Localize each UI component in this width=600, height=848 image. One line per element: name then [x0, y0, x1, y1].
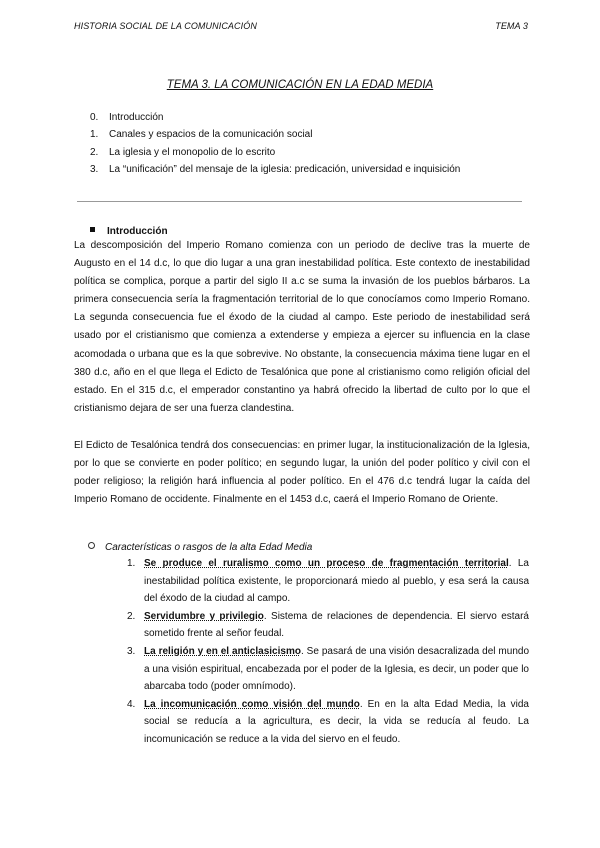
toc-item [90, 144, 460, 161]
list-item-key-term: La incomunicación como visión del mundo [144, 698, 360, 710]
list-item [127, 643, 529, 696]
document-title: TEMA 3. LA COMUNICACIÓN EN LA EDAD MEDIA [166, 79, 434, 91]
intro-paragraph-2: El Edicto de Tesalónica tendrá dos consecuencias: en primer lugar, la institucionalización de la Iglesia, por lo que se convierte en poder político; en segundo lugar, la unión del poder político y civil con el poder religioso; la religión hará influencia al poder político. En el 476 d.c tendrá lugar la caída del Imperio Romano de occidente. Finalmente en el 1453 d.c, caerá el Imperio Romano de Oriente. [74, 440, 530, 506]
list-item-number: 2. [127, 610, 136, 622]
list-item [127, 608, 529, 643]
section-heading [90, 226, 168, 237]
horizontal-divider [77, 201, 522, 202]
toc-item-text: La “unificación” del mensaje de la iglesia: predicación, universidad e inquisición [109, 163, 461, 175]
list-item-number: 3. [127, 645, 136, 657]
intro-paragraph-1: La descomposición del Imperio Romano comienza con un periodo de declive tras la muerte de Augusto en el 14 d.c, lo que dio lugar a una gran inestabilidad política. Este contexto de inestabilidad política se complica, porque a partir del siglo II a.c se suma la invasión de los pueblos bárbaros. La primera consecuencia sería la fragmentación territorial de lo que conocíamos como Imperio Romano. La segunda consecuencia fue el éxodo de la ciudad al campo. Este periodo de inestabilidad será usado por el cristianismo que comienza a extenderse y empieza a ejercer su influencia en la clase acomodada o urbana que es la que sobrevive. No obstante, la consecuencia máxima tiene lugar en el 380 d.c, año en el que llega el Edicto de Tesalónica que pone al cristianismo como religión oficial del estado. En el 315 d.c, el emperador constantino ya habrá ofrecido la libertad de culto por lo que el cristianismo dejara de ser una fuerza clandestina. [74, 240, 530, 414]
toc-item [90, 161, 460, 178]
header-course-title: HISTORIA SOCIAL DE LA COMUNICACIÓN [74, 21, 257, 31]
list-item-key-term: La religión y en el anticlasicismo [144, 645, 301, 657]
header-topic-number: TEMA 3 [495, 21, 528, 31]
square-bullet-icon [90, 227, 95, 232]
list-item-key-term: Se produce el ruralismo como un proceso de fragmentación territorial [144, 558, 509, 569]
table-of-contents [90, 109, 460, 178]
toc-item-number: 3. [90, 163, 99, 175]
section-heading-text: Introducción [107, 226, 168, 237]
toc-item-number: 0. [90, 112, 99, 123]
toc-item-text: Canales y espacios de la comunicación social [109, 129, 313, 141]
list-item-number: 4. [127, 698, 136, 710]
list-item-text: . En en la alta Edad Media, la vida social se reducía a la agricultura, es decir, la vida se reducía al feudo. La incomunicación se reduce a la vida del siervo en el feudo. [144, 698, 529, 745]
characteristics-list [127, 555, 529, 749]
list-item-text: . Sistema de relaciones de dependencia. El siervo estará sometido frente al señor feudal. [144, 610, 529, 640]
toc-item-number: 1. [90, 129, 99, 141]
toc-item [90, 109, 460, 126]
circle-bullet-icon [88, 542, 95, 549]
toc-item-number: 2. [90, 146, 99, 158]
list-item [127, 696, 529, 749]
list-item-key-term: Servidumbre y privilegio [144, 610, 264, 622]
toc-item [90, 126, 460, 143]
list-item-text: . La inestabilidad política existente, le proporcionará miedo al pueblo, y esa será la causa del éxodo de la ciudad al campo. [144, 558, 529, 605]
list-item [127, 555, 529, 608]
toc-item-text: La iglesia y el monopolio de lo escrito [109, 146, 276, 158]
toc-item-text: Introducción [109, 112, 164, 123]
list-item-text: . Se pasará de una visión desacralizada del mundo a una visión espiritual, encabezada por el poder de la Iglesia, es decir, un poder que lo abarcaba todo (poder omnímodo). [144, 645, 530, 693]
subsection-title-text: Características o rasgos de la alta Edad Media [105, 542, 313, 553]
subsection-title [88, 542, 312, 553]
list-item-number: 1. [127, 558, 136, 569]
